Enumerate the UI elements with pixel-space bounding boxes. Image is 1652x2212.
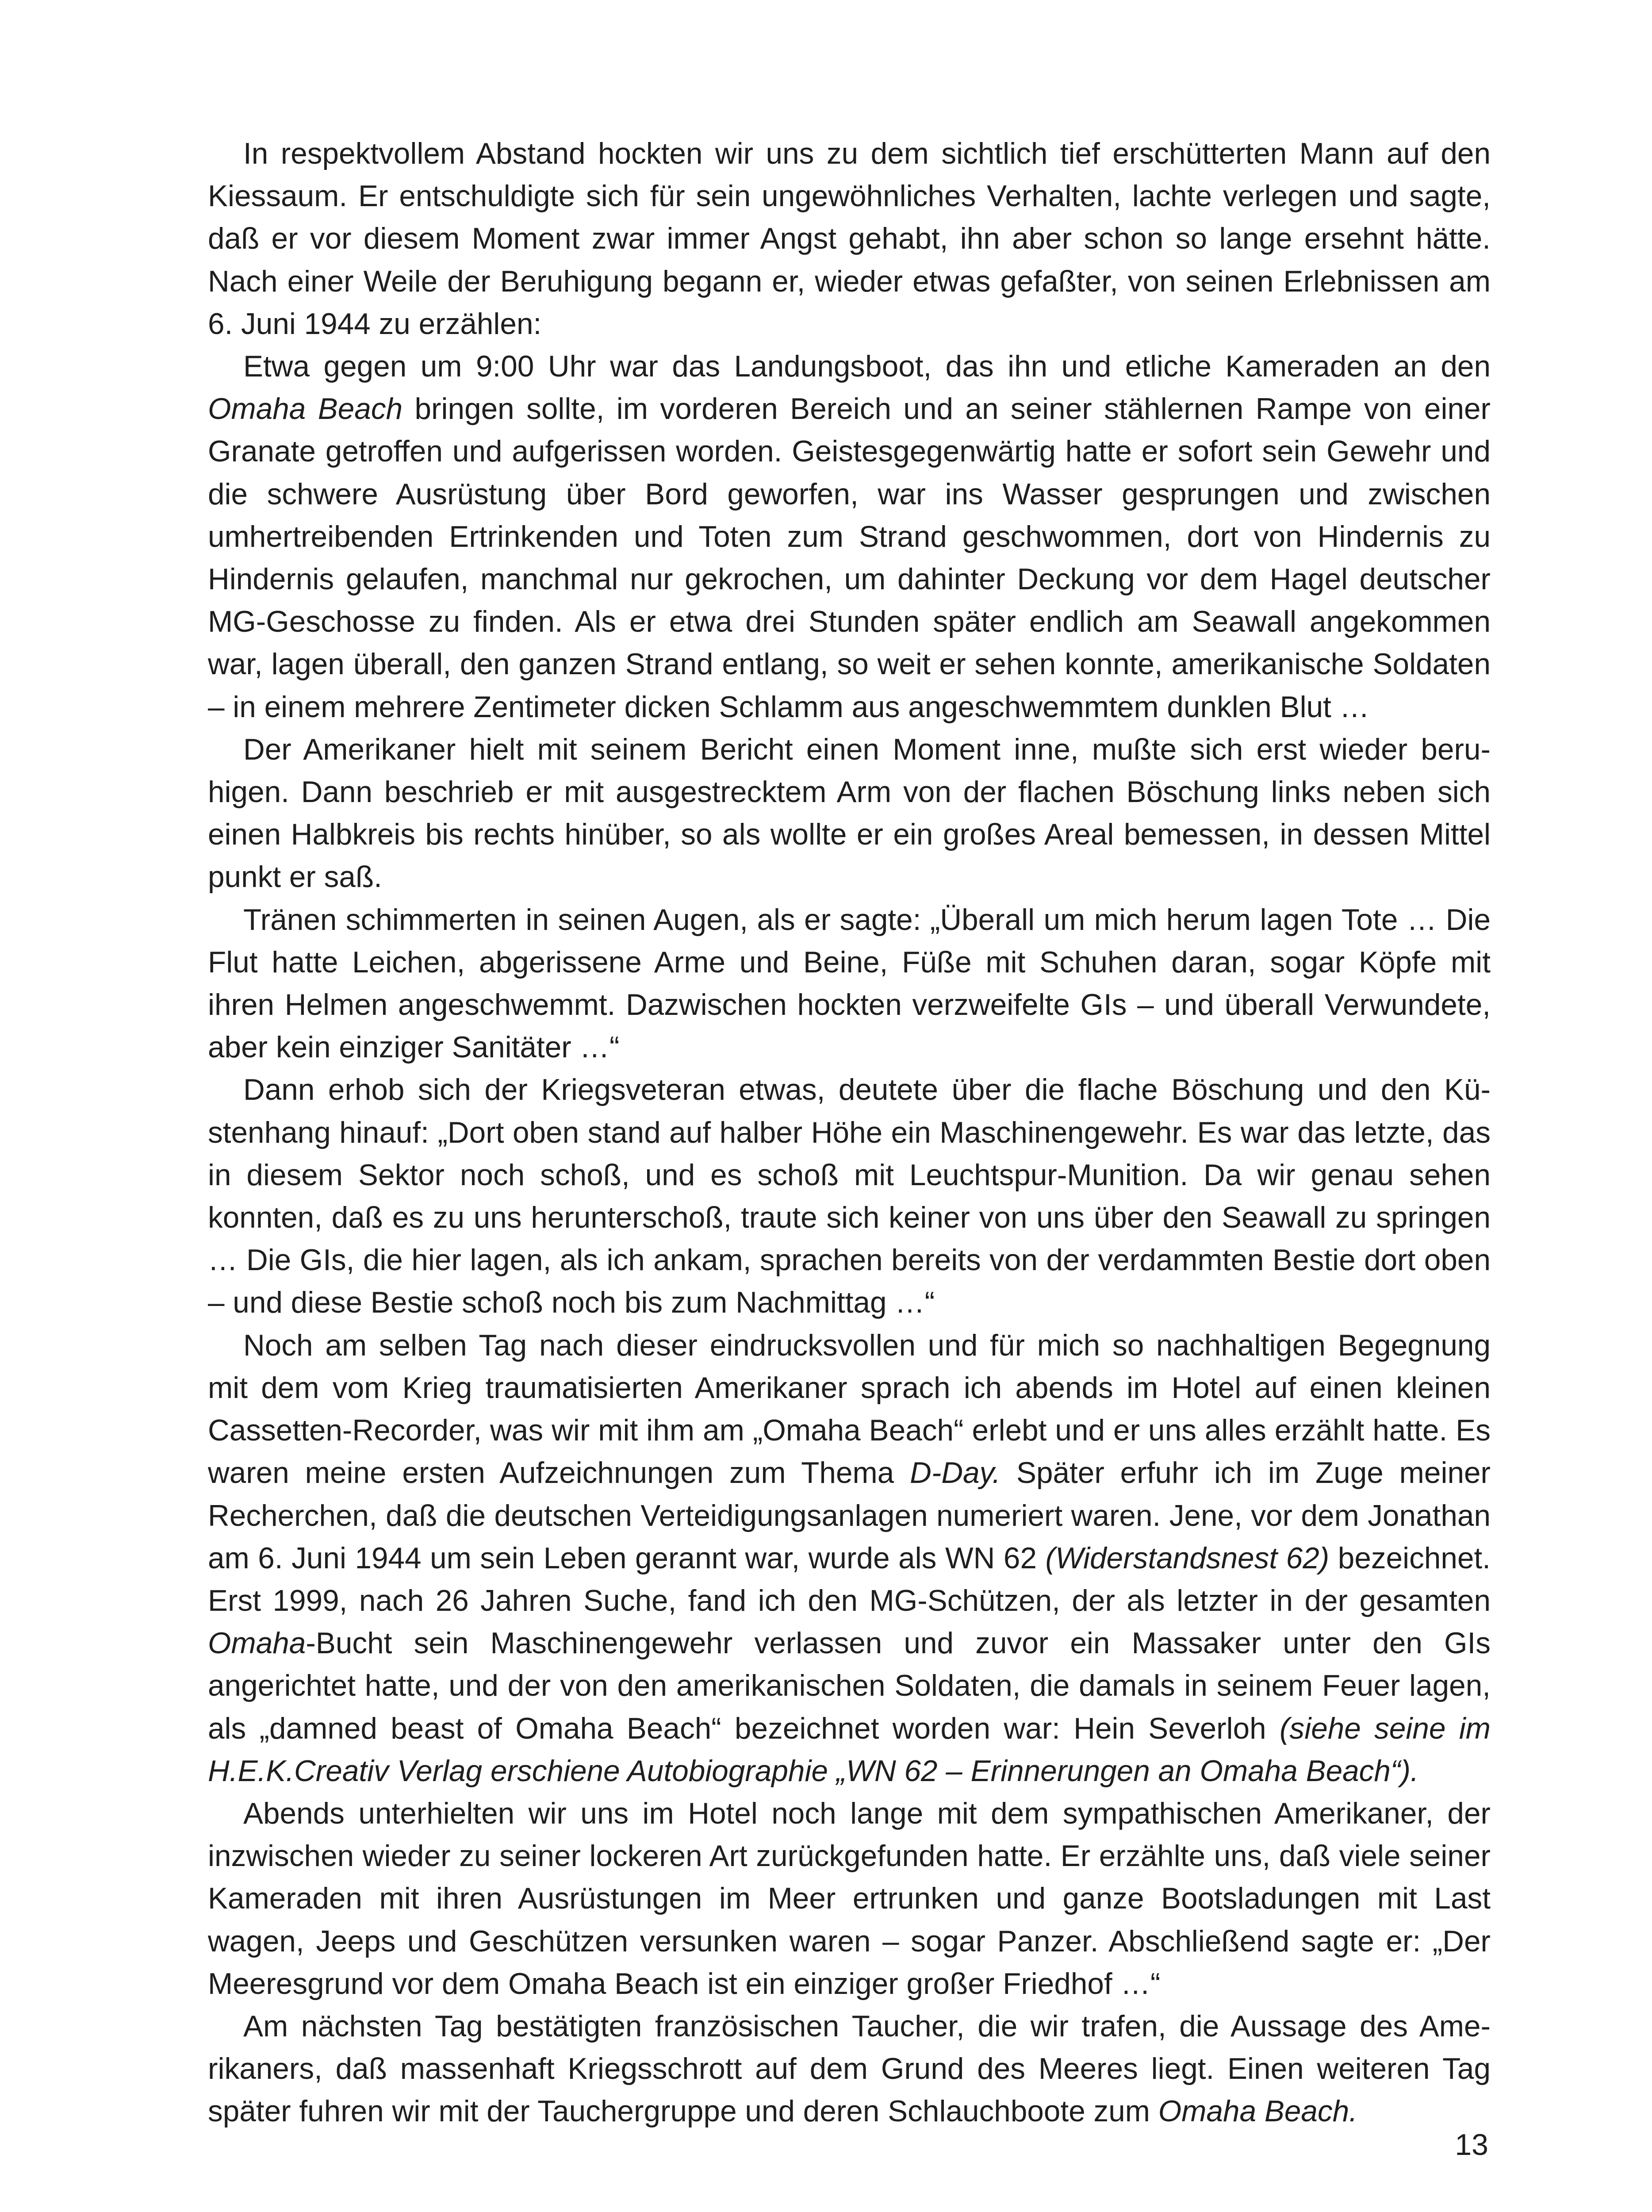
paragraph (208, 2005, 1491, 2133)
paragraph (208, 133, 1491, 346)
paragraph (208, 1069, 1491, 1324)
paragraph-text: Später erfuhr ich im Zuge meiner Recherchen, daß die deutschen Verteidigungsanlagen numeriert waren. Jene, vor dem Jonathan am 6. Juni 1944 um sein Leben gerannt war, wurde als WN 62 (208, 1456, 1491, 1575)
paragraph-text: Der Amerikaner hielt mit seinem Bericht einen Moment inne, mußte sich erst wieder beruhigen. Dann beschrieb er mit ausgestrecktem Arm von der flachen Böschung links neben sich einen Halbkreis bis rechts hinüber, so als wollte er ein großes Areal bemessen, in dessen Mittel punkt er saß. (208, 733, 1491, 894)
page-body (208, 133, 1491, 2133)
paragraph-text: bezeichnet. Erst 1999, nach 26 Jahren Suche, fand ich den MG-Schützen, der als letzter in der gesamten (208, 1541, 1491, 1617)
italic-text: (Widerstandsnest 62) (1045, 1541, 1330, 1575)
paragraph-text: Abends unterhielten wir uns im Hotel noch lange mit dem sympathischen Amerikaner, der inzwischen wieder zu seiner lockeren Art zurückgefunden hatte. Er erzählte uns, daß viele seiner Kameraden mit ihren Ausrüstungen im Meer ertrunken und ganze Bootsladungen mit Last wagen, Jeeps und Geschützen versunken waren – sogar Panzer. Abschließend sagte er: „Der Meeresgrund vor dem Omaha Beach ist ein einziger großer Friedhof …“ (208, 1797, 1491, 2001)
paragraph-text: Tränen schimmerten in seinen Augen, als er sagte: „Überall um mich herum lagen Tote … Die Flut hatte Leichen, abgerissene Arme und Beine, Füße mit Schuhen daran, sogar Köpfe mit ihren Helmen angeschwemmt. Dazwischen hockten verzweifelte GIs – und überall Verwundete, aber kein einziger Sanitäter …“ (208, 903, 1491, 1064)
paragraph-text: Am nächsten Tag bestätigten französischen Taucher, die wir trafen, die Aussage des Amerikaners, daß massenhaft Kriegsschrott auf dem Grund des Meeres liegt. Einen weiteren Tag später fuhren wir mit der Tauchergruppe und deren Schlauchboote zum (208, 2009, 1491, 2128)
paragraph (208, 899, 1491, 1069)
italic-text: Omaha Beach (208, 392, 403, 426)
italic-text: Omaha (208, 1627, 306, 1660)
italic-text: Omaha Beach. (1158, 2095, 1358, 2128)
italic-text: D-Day. (910, 1456, 1001, 1490)
paragraph (208, 346, 1491, 729)
page-number: 13 (1455, 2128, 1488, 2162)
paragraph-text: Dann erhob sich der Kriegsveteran etwas, deutete über die flache Böschung und den Küstenhang hinauf: „Dort oben stand auf halber Höhe ein Maschinengewehr. Es war das letzte, das in diesem Sektor noch schoß, und es schoß mit Leuchtspur-Munition. Da wir genau sehen konnten, daß es zu uns herunterschoß, traute sich keiner von uns über den Seawall zu springen … Die GIs, die hier lagen, als ich ankam, sprachen bereits von der verdammten Bestie dort oben – und diese Bestie schoß noch bis zum Nachmittag …“ (208, 1073, 1491, 1320)
paragraph-text: Etwa gegen um 9:00 Uhr war das Landungsboot, das ihn und etliche Kameraden an den (243, 350, 1491, 384)
paragraph-text: Noch am selben Tag nach dieser eindrucksvollen und für mich so nachhaltigen Begegnung mit dem vom Krieg traumatisierten Amerikaner sprach ich abends im Hotel auf einen kleinen Cassetten-Recorder, was wir mit ihm am „Omaha Beach“ erlebt und er uns alles erzählt hatte. Es waren meine ersten Aufzeichnungen zum Thema (208, 1329, 1491, 1490)
italic-text: (siehe seine im H.E.K.Creativ Verlag erschiene Autobiographie „WN 62 – Erinnerungen an Omaha Beach“). (208, 1712, 1491, 1788)
paragraph-text: -Bucht sein Maschinengewehr verlassen und zuvor ein Massaker unter den GIs angerichtet hatte, und der von den amerikanischen Soldaten, die damals in seinem Feuer lagen, als „damned beast of Omaha Beach“ bezeichnet worden war: Hein Severloh (208, 1627, 1491, 1745)
paragraph (208, 1793, 1491, 2005)
paragraph (208, 729, 1491, 899)
paragraph-text: bringen sollte, im vorderen Bereich und an seiner stählernen Rampe von einer Granate getroffen und aufgerissen worden. Geistesgegenwärtig hatte er sofort sein Gewehr und die schwere Ausrüstung über Bord geworfen, war ins Wasser gesprungen und zwischen umhertreibenden Ertrinkenden und Toten zum Strand geschwommen, dort von Hindernis zu Hindernis gelaufen, manchmal nur gekrochen, um dahinter Deckung vor dem Hagel deutscher MG-Geschosse zu finden. Als er etwa drei Stunden später endlich am Seawall angekommen war, lagen überall, den ganzen Strand entlang, so weit er sehen konnte, amerikanische Soldaten – in einem mehrere Zentimeter dicken Schlamm aus angeschwemmtem dunklen Blut … (208, 392, 1491, 724)
paragraph (208, 1325, 1491, 1793)
paragraph-text: In respektvollem Abstand hockten wir uns zu dem sichtlich tief erschütterten Mann auf den Kiessaum. Er entschuldigte sich für sein ungewöhnliches Verhalten, lachte verlegen und sagte, daß er vor diesem Moment zwar immer Angst gehabt, ihn aber schon so lange ersehnt hätte. Nach einer Weile der Beruhigung begann er, wieder etwas gefaßter, von seinen Erlebnissen am 6. Juni 1944 zu erzählen: (208, 137, 1491, 341)
